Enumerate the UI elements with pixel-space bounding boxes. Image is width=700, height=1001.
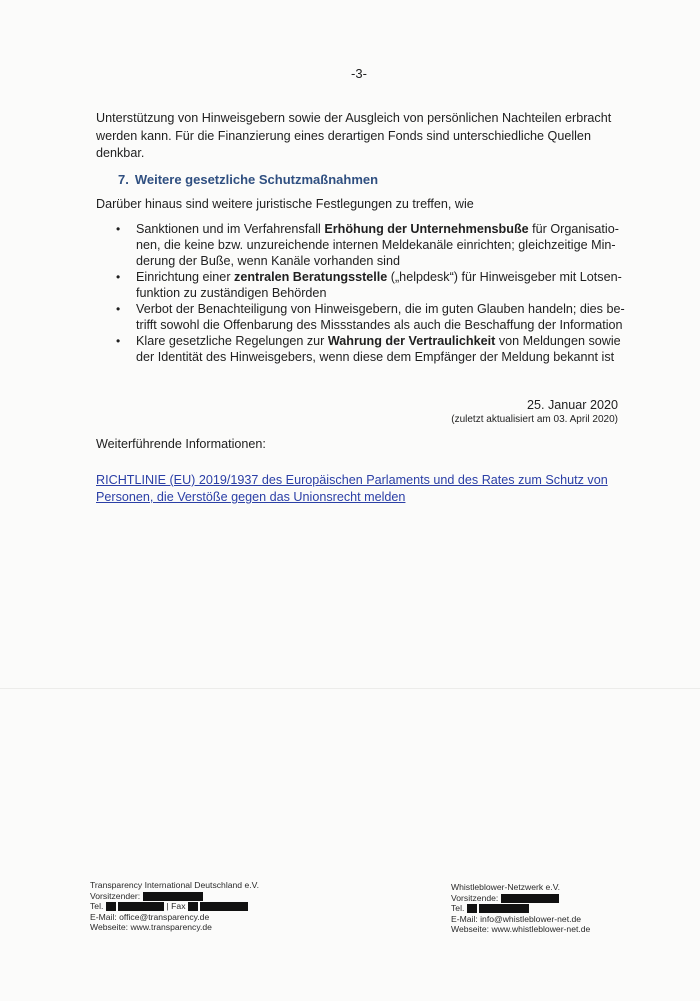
list-item-line: Sanktionen und im Verfahrensfall Erhöhung der Unternehmensbuße für Organisatio-	[136, 222, 619, 236]
list-item-line: der Identität des Hinweisgebers, wenn diese dem Empfänger der Meldung bekannt ist	[136, 350, 615, 364]
list-item	[96, 301, 625, 333]
bullet-icon: •	[116, 270, 121, 284]
footer-email: E-Mail: office@transparency.de	[90, 911, 210, 922]
footer-org: Whistleblower-Netzwerk e.V.	[451, 882, 561, 892]
footer-chair: Vorsitzender:	[90, 891, 259, 902]
section-number: 7.	[118, 172, 129, 187]
list-item-line: Einrichtung einer zentralen Beratungsstelle („helpdesk“) für Hinweisgeber mit Lotsen-	[136, 270, 622, 284]
footer-phone: Tel.	[451, 903, 590, 914]
intro-line: werden kann. Für die Finanzierung eines derartigen Fonds sind unterschiedliche Quellen	[96, 128, 591, 143]
list-item-line: Klare gesetzliche Regelungen zur Wahrung der Vertraulichkeit von Meldungen sowie	[136, 334, 621, 348]
bullet-icon: •	[116, 334, 121, 348]
redaction-block	[118, 902, 164, 911]
intro-line: Unterstützung von Hinweisgebern sowie der Ausgleich von persönlichen Nachteilen erbracht	[96, 111, 612, 125]
redaction-block	[479, 904, 529, 913]
list-item-line: Verbot der Benachteiligung von Hinweisgebern, die im guten Glauben handeln; dies be-	[136, 302, 625, 316]
lead-sentence: Darüber hinaus sind weitere juristische Festlegungen zu treffen, wie	[96, 197, 474, 211]
redaction-block	[200, 902, 248, 911]
redaction-block	[501, 894, 559, 903]
footer-whistleblower	[451, 882, 590, 935]
bullet-icon: •	[116, 302, 121, 316]
redaction-block	[467, 904, 477, 913]
list-item-line: nen, die keine bzw. unzureichende internen Meldekanäle einrichten; gleichzeitige Min-	[136, 238, 616, 252]
page-number: -3-	[351, 66, 367, 81]
list-item	[96, 269, 620, 301]
footer-chair: Vorsitzende:	[451, 893, 590, 904]
list-item-line: trifft sowohl die Offenbarung des Missstandes als auch die Beschaffung der Information	[136, 318, 623, 332]
intro-paragraph	[96, 110, 616, 163]
list-item	[96, 221, 620, 269]
update-note: (zuletzt aktualisiert am 03. April 2020)	[451, 414, 618, 425]
document-date: 25. Januar 2020	[526, 398, 618, 412]
intro-line: denkbar.	[96, 146, 145, 160]
footer-phone: Tel. | Fax	[90, 901, 259, 912]
redaction-block	[143, 892, 203, 901]
footer-org: Transparency International Deutschland e.V.	[90, 880, 259, 890]
scan-artifact	[0, 688, 700, 689]
section-title: Weitere gesetzliche Schutzmaßnahmen	[134, 172, 379, 187]
measures-list	[96, 221, 625, 365]
list-item	[96, 333, 620, 365]
section-heading	[118, 172, 378, 187]
directive-link[interactable]: RICHTLINIE (EU) 2019/1937 des Europäischen Parlaments und des Rates zum Schutz von Personen, die Verstöße gegen das Unionsrecht melden	[96, 473, 608, 504]
list-item-line: funktion zu zuständigen Behörden	[136, 286, 327, 300]
footer-email: E-Mail: info@whistleblower-net.de	[451, 913, 582, 924]
list-item-line: derung der Buße, wenn Kanäle vorhanden sind	[136, 254, 400, 268]
redaction-block	[188, 902, 198, 911]
footer-website: Webseite: www.transparency.de	[90, 922, 212, 932]
footer-transparency	[90, 880, 259, 933]
further-info-label: Weiterführende Informationen:	[96, 437, 266, 451]
bullet-icon: •	[116, 222, 121, 236]
footer-website: Webseite: www.whistleblower-net.de	[451, 924, 591, 934]
redaction-block	[106, 902, 116, 911]
